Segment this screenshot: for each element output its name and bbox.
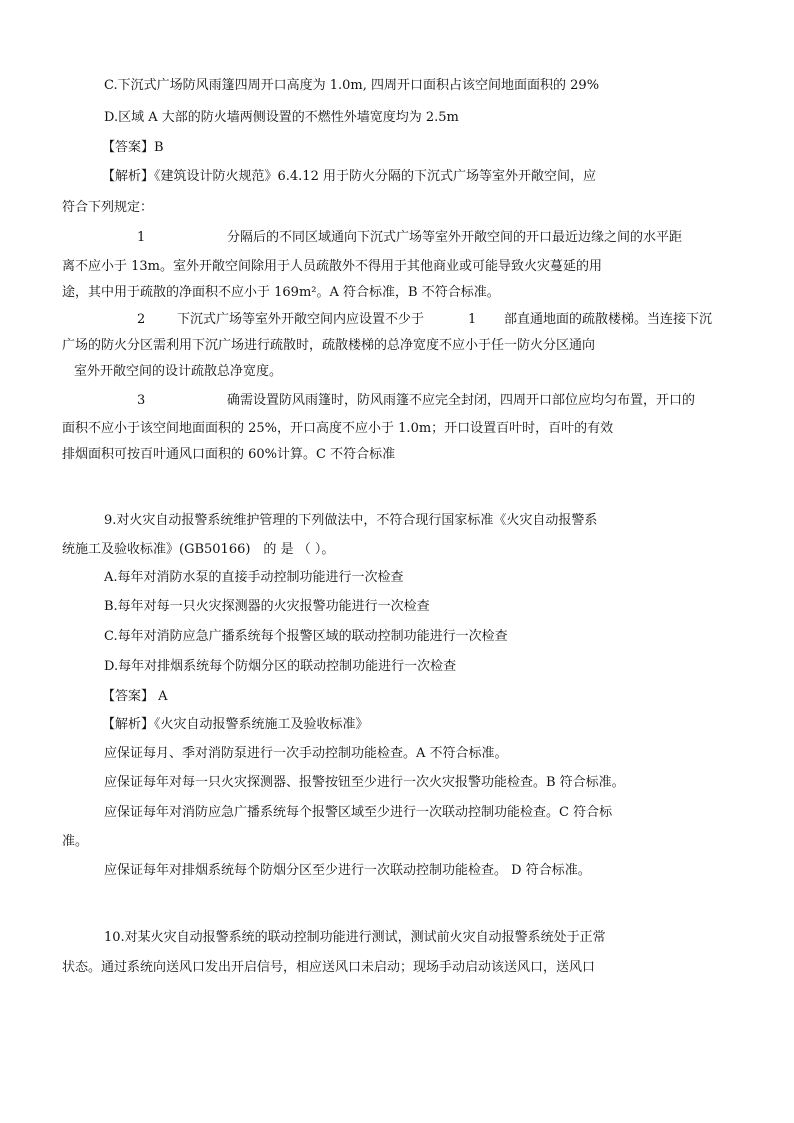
q10-question-line2: 状态。通过系统向送风口发出开启信号，相应送风口未启动；现场手动启动该送风口，送风口	[62, 960, 596, 975]
q8-item2-line2: 广场的防火分区需利用下沉广场进行疏散时，疏散楼梯的总净宽度不应小于任一防火分区通向	[62, 338, 596, 353]
q9-analysis-title: 【解析】《火灾自动报警系统施工及验收标准》	[102, 717, 369, 732]
q9-analysis-line3b: 准。	[62, 834, 89, 849]
q9-question-line2: 统施工及验收标准》(GB50166) 的 是 （ ）。	[62, 542, 335, 557]
q8-item2-number: 2	[137, 312, 146, 327]
q8-item2-line1b: 1	[468, 312, 477, 327]
q10-question-line1: 10.对某火灾自动报警系统的联动控制功能进行测试，测试前火灾自动报警系统处于正常	[104, 930, 606, 945]
q8-analysis-line1: 【解析】《建筑设计防火规范》6.4.12 用于防火分隔的下沉式广场等室外开敞空间，应	[102, 169, 596, 184]
q8-item1-line3: 途，其中用于疏散的净面积不应小于 169m²。A 符合标准，B 不符合标准。	[62, 285, 500, 300]
q8-item3-line2: 面积不应小于该空间地面面积的 25%，开口高度不应小于 1.0m；开口设置百叶时，百叶的有效	[62, 421, 614, 436]
q8-item2-line3: 室外开敞空间的设计疏散总净宽度。	[74, 364, 283, 379]
q8-answer: 【答案】B	[102, 140, 164, 155]
q8-item3-number: 3	[137, 393, 146, 408]
q9-analysis-line1: 应保证每月、季对消防泵进行一次手动控制功能检查。A 不符合标准。	[104, 746, 508, 761]
q9-analysis-line3a: 应保证每年对消防应急广播系统每个报警区域至少进行一次联动控制功能检查。C 符合标	[104, 805, 613, 820]
q8-item1-line1: 分隔后的不同区域通向下沉式广场等室外开敞空间的开口最近边缘之间的水平距	[227, 230, 683, 245]
q8-item2-line1c: 部直通地面的疏散楼梯。当连接下沉	[504, 312, 713, 327]
q8-item3-line1: 确需设置防风雨篷时，防风雨篷不应完全封闭，四周开口部位应均匀布置，开口的	[227, 393, 696, 408]
q9-answer: 【答案】 A	[102, 689, 168, 704]
q8-item1-line2: 离不应小于 13m。室外开敞空间除用于人员疏散外不得用于其他商业或可能导致火灾蔓延的用	[62, 259, 603, 274]
q9-option-a: A.每年对消防水泵的直接手动控制功能进行一次检查	[104, 570, 404, 585]
q8-item2-line1a: 下沉式广场等室外开敞空间内应设置不少于	[177, 312, 425, 327]
q8-item1-number: 1	[137, 230, 146, 245]
q9-analysis-line4: 应保证每年对排烟系统每个防烟分区至少进行一次联动控制功能检查。 D 符合标准。	[104, 863, 591, 878]
q8-option-c: C.下沉式广场防风雨篷四周开口高度为 1.0m, 四周开口面积占该空间地面面积的 29%	[104, 78, 600, 93]
q9-analysis-line2: 应保证每年对每一只火灾探测器、报警按钮至少进行一次火灾报警功能检查。B 符合标准。	[104, 775, 625, 790]
q9-option-b: B.每年对每一只火灾探测器的火灾报警功能进行一次检查	[104, 599, 430, 614]
q8-analysis-line2: 符合下列规定：	[62, 200, 154, 215]
q8-option-d: D.区域 A 大部的防火墙两侧设置的不燃性外墙宽度均为 2.5m	[104, 110, 459, 125]
q9-option-c: C.每年对消防应急广播系统每个报警区域的联动控制功能进行一次检查	[104, 629, 508, 644]
q9-question-line1: 9.对火灾自动报警系统维护管理的下列做法中，不符合现行国家标准《火灾自动报警系	[104, 513, 598, 528]
q8-item3-line3: 排烟面积可按百叶通风口面积的 60%计算。C 不符合标准	[62, 447, 396, 462]
q9-option-d: D.每年对排烟系统每个防烟分区的联动控制功能进行一次检查	[104, 659, 457, 674]
